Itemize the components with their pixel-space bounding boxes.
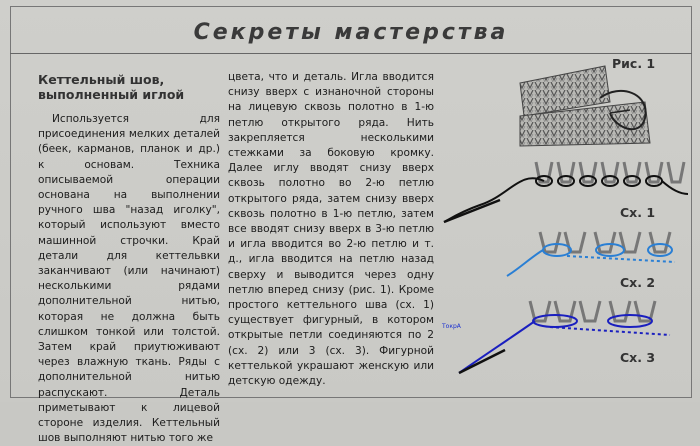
figure-1-label: Рис. 1 [612, 56, 656, 71]
article-column-1 [38, 72, 220, 446]
title-band [10, 6, 692, 54]
scheme-2-diagram [505, 228, 685, 283]
heading-line-2: выполненный иглой [38, 87, 185, 102]
scheme-2-label: Сх. 2 [620, 275, 656, 290]
scheme-3-diagram [455, 295, 680, 380]
figure-1-knit-illustration [510, 58, 660, 148]
watermark: ТокрА [442, 323, 461, 330]
article-heading [38, 72, 220, 102]
section-title: Секреты мастерства [193, 20, 509, 45]
scheme-3-label: Сх. 3 [620, 350, 656, 365]
column-2-text: цвета, что и деталь. Игла вводится снизу вверх с изнаночной стороны на лицевую сквозь полотно в 1-ю петлю открытого ряда. Нить закрепляется несколькими стежками за боковую кромку. Далее иглу вводят снизу вверх сквозь полотно во 2-ю петлю открытого ряда, затем снизу вверх сквозь полотно в 1-ю петлю, затем все вводят снизу вверх в 3-ю петлю и игла вводится во 2-ю петлю и т. д., игла вводится на петлю назад сверху и выводится через одну петлю вперед снизу (рис. 1). Кроме простого кеттельного шва (сх. 1) существует фигурный, в котором открытые петли соединяются по 2 (сх. 2) или 3 (сх. 3). Фигурной кеттелькой украшают женскую или детскую одежду. [228, 71, 434, 388]
article-column-2 [228, 70, 434, 389]
column-1-text: Используется для присоединения мелких деталей (беек, карманов, планок и др.) к основам. Техника описываемой операции основана на выполнении ручного шва "назад иголку", который используют вместо машинной строчки. Край детали для кеттельвки заканчивают (или начинают) несколькими рядами дополнительной нитью, которая не должна быть слишком тонкой или толстой. Затем край приутюживают через влажную ткань. Ряды с дополнительной нитью распускают. Деталь приметывают к лицевой стороне изделия. Кеттельный шов выполняют нитью того же [38, 113, 220, 445]
scheme-1-label: Сх. 1 [620, 205, 656, 220]
heading-line-1: Кеттельный шов, [38, 72, 165, 87]
